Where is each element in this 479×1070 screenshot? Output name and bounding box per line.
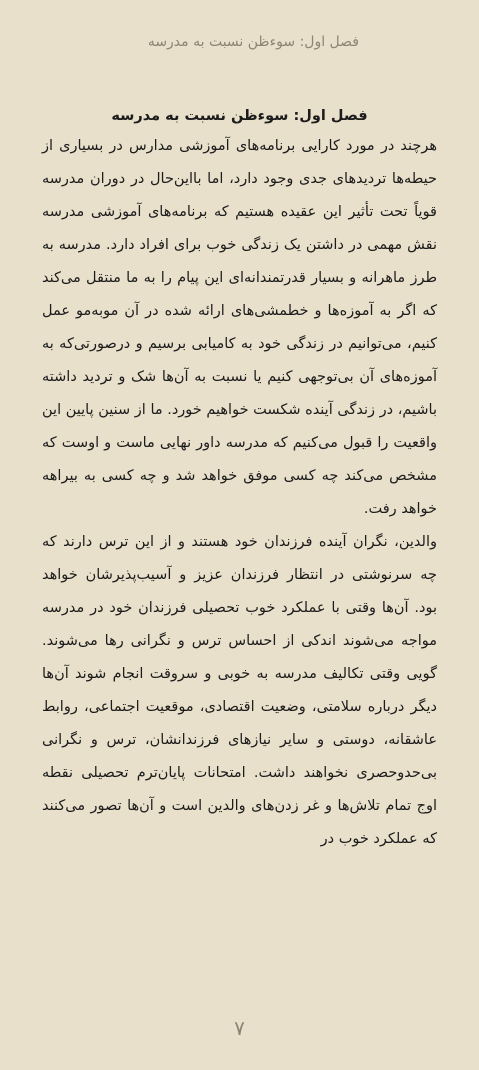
running-header: فصل اول: سوءظن نسبت به مدرسه <box>147 34 359 50</box>
chapter-title: فصل اول: سوءظن نسبت به مدرسه <box>111 108 368 124</box>
paragraph: والدین، نگران آینده فرزندان خود هستند و از این ترس دارند که چه سرنوشتی در انتظار فرزندان عزیز و آسیب‌پذیرشان خواهد بود. آن‌ها وقتی با عملکرد خوب تحصیلی فرزندان خود در مدرسه مواجه می‌شوند اندکی از احساس ترس و نگرانی رها می‌شوند. گویی وقتی تکالیف مدرسه به خوبی و سروقت انجام شوند آن‌ها دیگر درباره سلامتی، وضعیت اقتصادی، موقعیت اجتماعی، روابط عاشقانه، دوستی و سایر نیازهای فرزندانشان، ترس و نگرانی بی‌حدوحصری نخواهند داشت. امتحانات پایان‌ترم تحصیلی نقطه اوج تمام تلاش‌ها و غر زدن‌های والدین است و آن‌ها تصور می‌کنند که عملکرد خوب در <box>42 534 437 847</box>
page-number: ۷ <box>234 1016 245 1040</box>
paragraph: هرچند در مورد کارایی برنامه‌های آموزشی مدارس در بسیاری از حیطه‌ها تردیدهای جدی وجود دارد، اما بااین‌حال در دوران مدرسه قویاً تحت تأثیر این عقیده هستیم که برنامه‌های آموزشی مدرسه نقش مهمی در داشتن یک زندگی خوب برای افراد دارد. مدرسه به طرز ماهرانه و بسیار قدرتمندانه‌ای این پیام را به ما منتقل می‌کند که اگر به آموزه‌ها و خطمشی‌های ارائه شده در آن موبه‌مو عمل کنیم، می‌توانیم در زندگی خود به کامیابی برسیم و درصورتی‌که به آموزه‌های آن بی‌توجهی کنیم یا نسبت به آن‌ها شک و تردید داشته باشیم، در زندگی آینده شکست خواهیم خورد. ما از سنین پایین این واقعیت را قبول می‌کنیم که مدرسه داور نهایی ماست و اوست که مشخص می‌کند چه کسی موفق خواهد شد و چه کسی به بیراهه خواهد رفت. <box>42 138 437 517</box>
chapter-content <box>42 102 437 856</box>
